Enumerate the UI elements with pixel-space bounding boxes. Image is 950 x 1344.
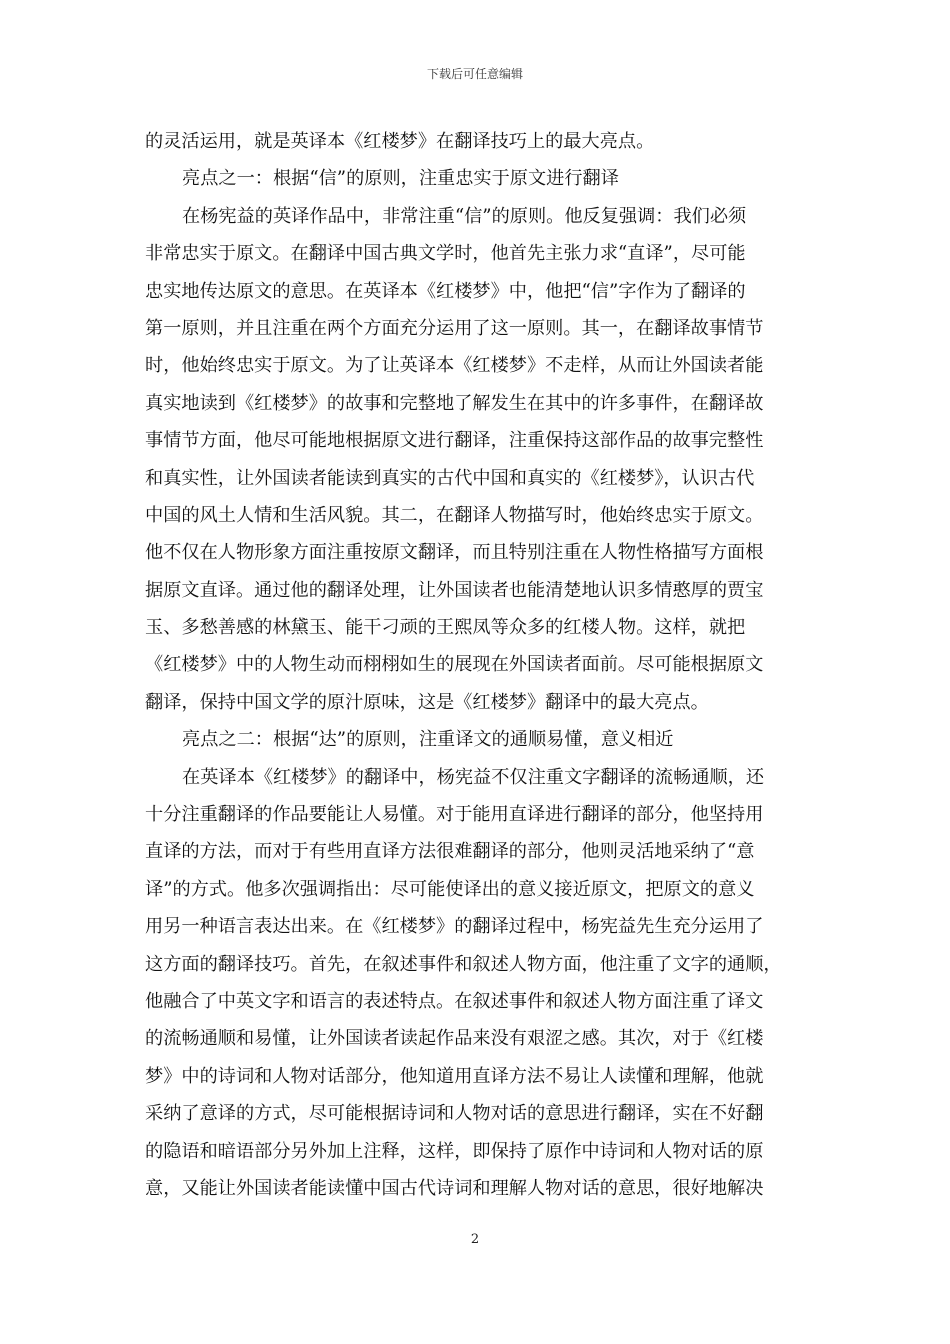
text-line: 用另一种语言表达出来。在《红楼梦》的翻译过程中，杨宪益先生充分运用了 [145,916,764,938]
text-line: 译”的方式。他多次强调指出：尽可能使译出的意义接近原文，把原文的意义 [145,878,755,900]
body-text [145,123,810,1207]
page-number: 2 [470,1232,480,1247]
text-line: 时，他始终忠实于原文。为了让英译本《红楼梦》不走样，从而让外国读者能 [145,355,764,377]
section-heading-1: 亮点之一：根据“信”的原则，注重忠实于原文进行翻译 [182,168,619,190]
text-line: 他不仅在人物形象方面注重按原文翻译，而且特别注重在人物性格描写方面根 [145,542,764,564]
text-line: 《红楼梦》中的人物生动而栩栩如生的展现在外国读者面前。尽可能根据原文 [145,654,764,676]
text-line: 非常忠实于原文。在翻译中国古典文学时，他首先主张力求“直译”，尽可能 [145,243,746,265]
text-line: 他融合了中英文字和语言的表述特点。在叙述事件和叙述人物方面注重了译文 [145,990,764,1012]
text-line: 在杨宪益的英译作品中，非常注重“信”的原则。他反复强调：我们必须 [182,205,747,227]
text-line: 采纳了意译的方式，尽可能根据诗词和人物对话的意思进行翻译，实在不好翻 [145,1103,764,1125]
text-line: 据原文直译。通过他的翻译处理，让外国读者也能清楚地认识多情憨厚的贾宝 [145,579,764,601]
text-line: 在英译本《红楼梦》的翻译中，杨宪益不仅注重文字翻译的流畅通顺，还 [182,766,765,788]
text-line: 的灵活运用，就是英译本《红楼梦》在翻译技巧上的最大亮点。 [145,131,655,152]
text-line: 翻译，保持中国文学的原汁原味，这是《红楼梦》翻译中的最大亮点。 [145,691,709,713]
text-line: 忠实地传达原文的意思。在英译本《红楼梦》中，他把“信”字作为了翻译的 [145,280,746,302]
text-line: 真实地读到《红楼梦》的故事和完整地了解发生在其中的许多事件，在翻译故 [145,392,764,414]
text-line: 的流畅通顺和易懂，让外国读者读起作品来没有艰涩之感。其次，对于《红楼 [145,1028,764,1050]
text-line: 梦》中的诗词和人物对话部分，他知道用直译方法不易让人读懂和理解，他就 [145,1065,764,1087]
text-line: 的隐语和暗语部分另外加上注释，这样，即保持了原作中诗词和人物对话的原 [145,1140,764,1162]
text-line: 中国的风土人情和生活风貌。其二，在翻译人物描写时，他始终忠实于原文。 [145,504,764,526]
text-line: 事情节方面，他尽可能地根据原文进行翻译，注重保持这部作品的故事完整性 [145,430,764,452]
text-line: 十分注重翻译的作品要能让人易懂。对于能用直译进行翻译的部分，他坚持用 [145,804,764,826]
text-line: 这方面的翻译技巧。首先，在叙述事件和叙述人物方面，他注重了文字的通顺， [145,953,782,975]
page-header: 下载后可任意编辑 [426,67,523,81]
text-line: 意，又能让外国读者能读懂中国古代诗词和理解人物对话的意思，很好地解决 [145,1177,764,1199]
text-line: 直译的方法，而对于有些用直译方法很难翻译的部分，他则灵活地采纳了“意 [145,841,755,863]
text-line: 第一原则，并且注重在两个方面充分运用了这一原则。其一，在翻译故事情节 [145,317,764,339]
text-line: 玉、多愁善感的林黛玉、能干刁顽的王熙凤等众多的红楼人物。这样，就把 [145,617,746,639]
text-line: 和真实性，让外国读者能读到真实的古代中国和真实的《红楼梦》，认识古代 [145,467,755,489]
section-heading-2: 亮点之二：根据“达”的原则，注重译文的通顺易懂，意义相近 [182,729,674,751]
